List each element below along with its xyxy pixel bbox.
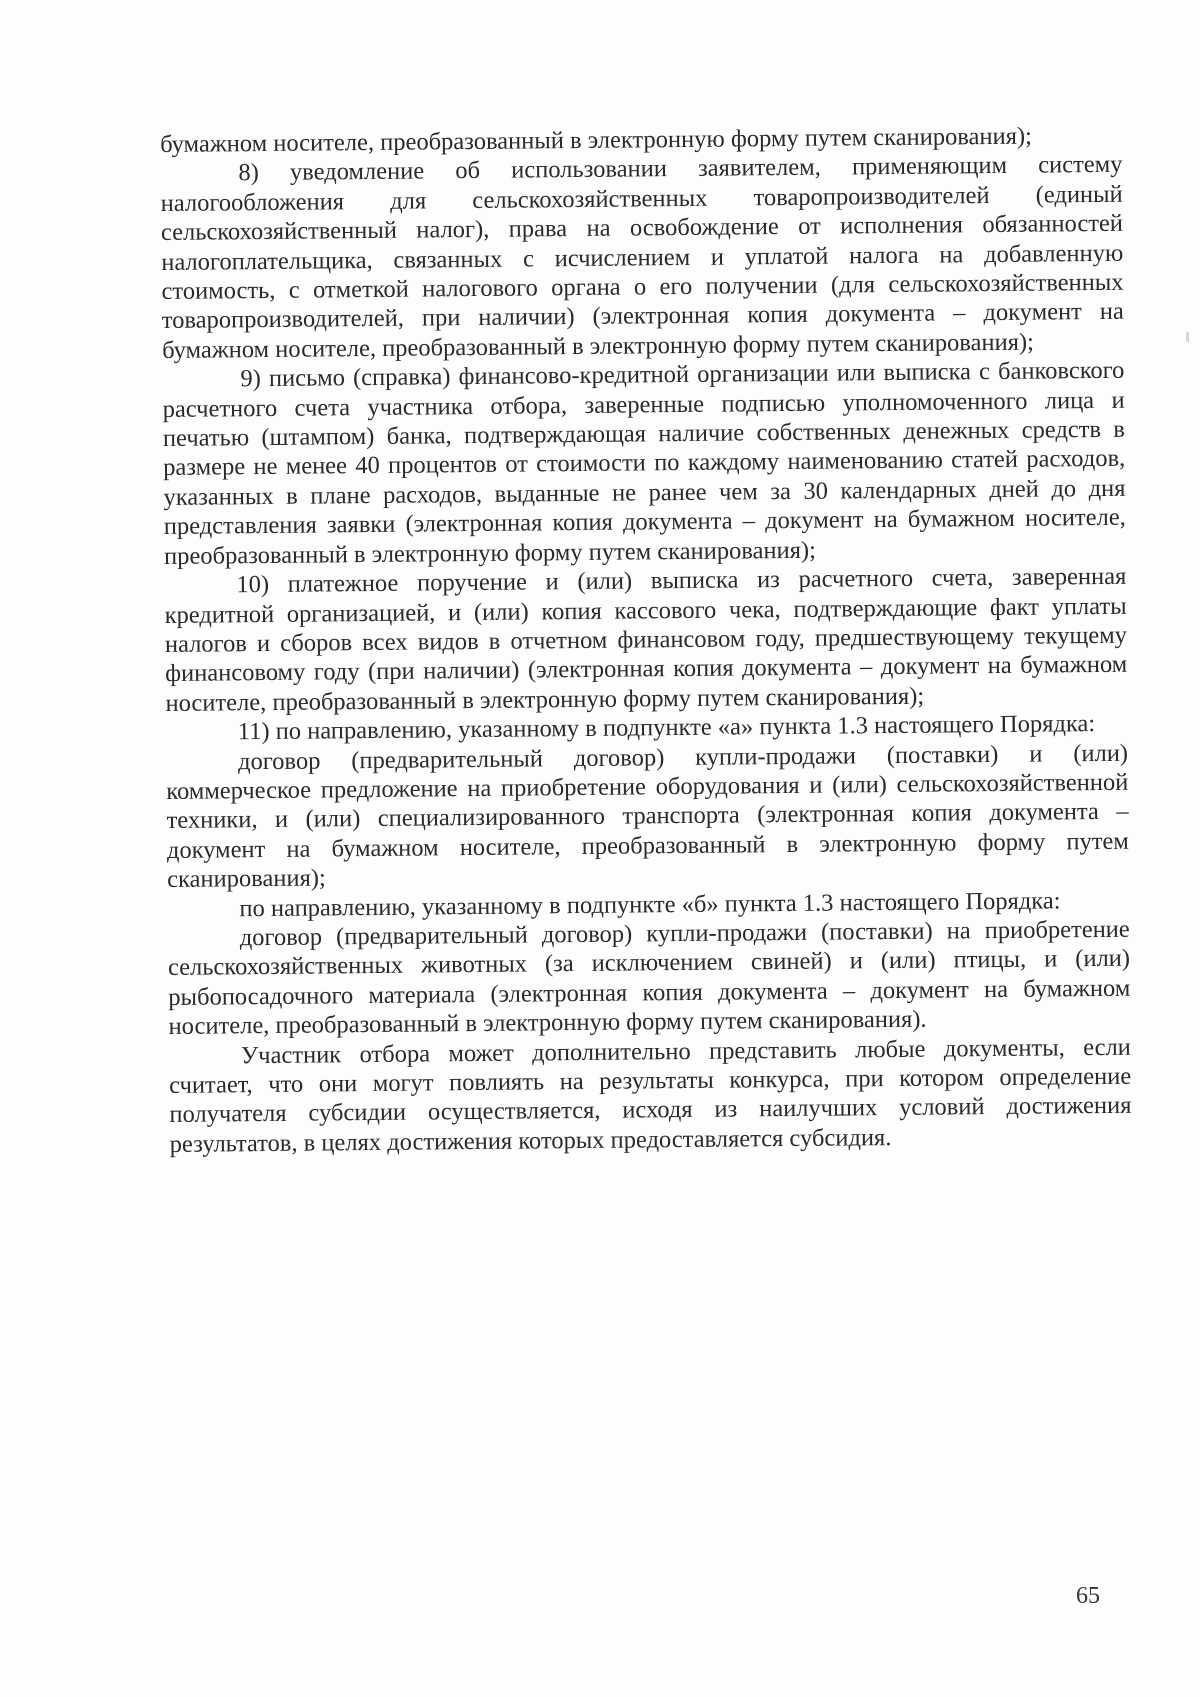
document-body (160, 121, 1132, 1159)
page-number: 65 (1076, 1583, 1100, 1609)
paragraph-contract-animals: договор (предварительный договор) купли-продажи (поставки) на приобретение сельскохозяйственных животных (за исключением свиней) и (или) птицы, и (или) рыбопосадочного материала (электронная копия документа – документ на бумажном носителе, преобразованный в электронную форму путем сканирования). (167, 915, 1131, 1041)
paragraph-item-8: 8) уведомление об использовании заявителем, применяющим систему налогообложения для сельскохозяйственных товаропроизводителей (единый сельскохозяйственный налог), права на освобождение от исполнения обязанностей налогоплательщика, связанных с исчислением и уплатой налога на добавленную стоимость, с отметкой налогового органа о его получении (для сельскохозяйственных товаропроизводителей, при наличии) (электронная копия документа – документ на бумажном носителе, преобразованный в электронную форму путем сканирования); (160, 151, 1124, 364)
paragraph-item-10: 10) платежное поручение и (или) выписка из расчетного счета, заверенная кредитной организацией, и (или) копия кассового чека, подтверждающие факт уплаты налогов и сборов всех видов в отчетном финансовом году, предшествующему текущему финансовому году (при наличии) (электронная копия документа – документ на бумажном носителе, преобразованный в электронную форму путем сканирования); (164, 562, 1128, 717)
paragraph-item-9: 9) письмо (справка) финансово-кредитной организации или выписка с банковского расчетного счета участника отбора, заверенные подписью уполномоченного лица и печатью (штампом) банка, подтверждающая наличие собственных денежных средств в размере не менее 40 процентов от стоимости по каждому наименованию статей расходов, указанных в плане расходов, выданные не ранее чем за 30 календарных дней до дня представления заявки (электронная копия документа – документ на бумажном носителе, преобразованный в электронную форму путем сканирования); (162, 357, 1126, 570)
paragraph-direction-b: по направлению, указанному в подпункте «б» пункта 1.3 настоящего Порядка: (239, 886, 1061, 922)
paragraph-item-11: 11) по направлению, указанному в подпункте «а» пункта 1.3 настоящего Порядка: (237, 710, 1096, 746)
paragraph-contract-equipment: договор (предварительный договор) купли-продажи (поставки) и (или) коммерческое предложение на приобретение оборудования и (или) сельскохозяйственной техники, и (или) специализированного транспорта (электронная копия документа – документ на бумажном носителе, преобразованный в электронную форму путем сканирования); (166, 739, 1129, 894)
scan-artifact (1186, 332, 1189, 342)
paragraph-continuation: бумажном носителе, преобразованный в электронную форму путем сканирования); (160, 122, 1033, 158)
paragraph-additional-documents: Участник отбора может дополнительно представить любые документы, если считает, что они могут повлиять на результаты конкурса, при котором определение получателя субсидии осуществляется, исходя из наилучших условий достижения результатов, в целях достижения которых предоставляется субсидия. (169, 1033, 1132, 1158)
